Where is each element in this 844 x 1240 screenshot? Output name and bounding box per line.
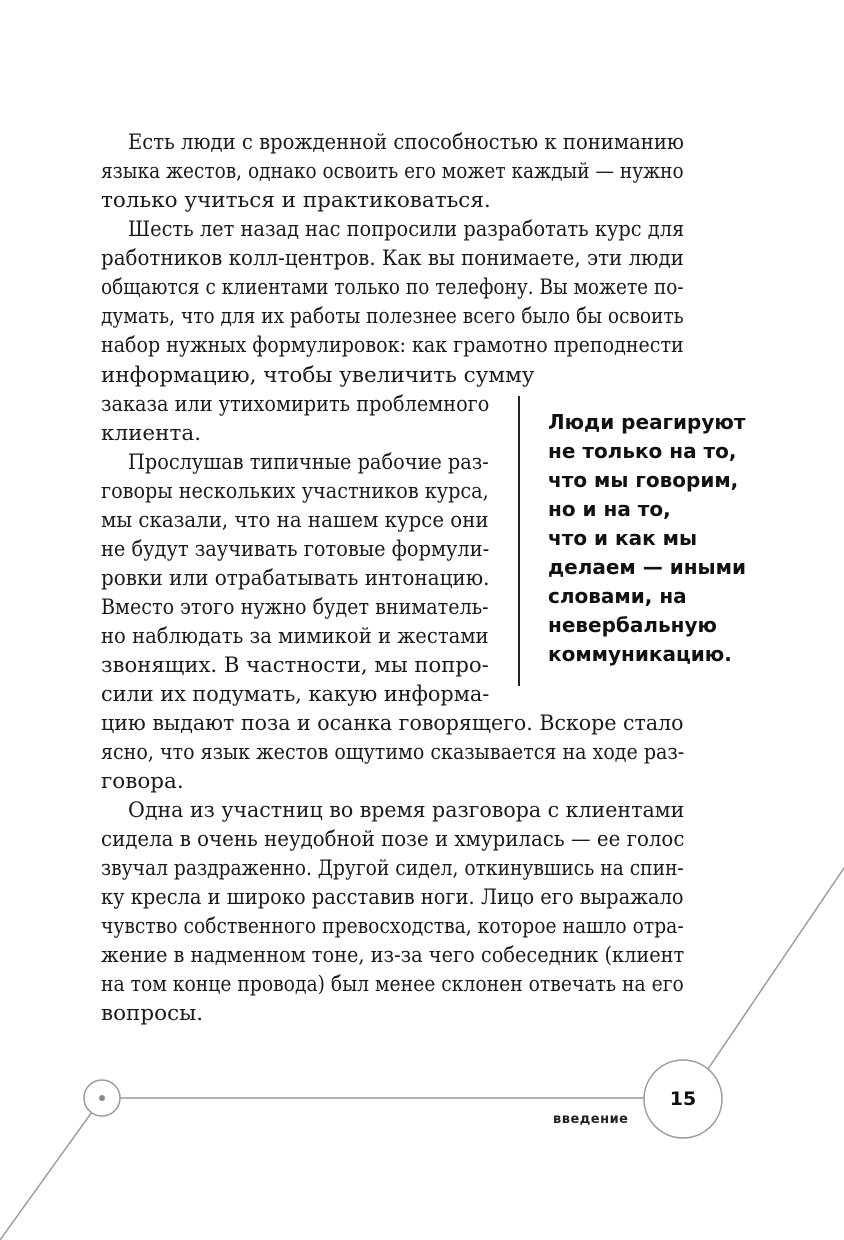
decor-small-dot [99,1095,105,1101]
pullquote-line: делаем — иными [548,555,746,579]
body-line: на том конце провода) был менее склонен отвечать на его [101,972,684,997]
decor-diagonal-left [0,1098,102,1240]
body-line: не будут заучивать готовые формули- [101,537,490,562]
body-line: цию выдают поза и осанка говорящего. Вскоре стало [101,711,684,736]
body-line: Прослушав типичные рабочие раз- [128,450,489,475]
body-line: клиента. [101,421,202,446]
body-line: звонящих. В частности, мы попро- [101,653,489,678]
body-line: ку кресла и широко расставив ноги. Лицо его выражало [101,885,684,910]
body-line: Одна из участниц во время разговора с клиентами [128,798,685,823]
body-line: работников колл-центров. Как вы понимаете, эти люди [101,246,684,271]
body-line: языка жестов, однако освоить его может каждый — нужно [101,159,684,184]
page-number: 15 [669,1088,697,1110]
pullquote-line: Люди реагируют [548,410,746,434]
pullquote-line: не только на то, [548,439,737,463]
body-line: информацию, чтобы увеличить сумму [101,363,535,388]
pullquote [548,408,746,669]
pullquote-line: но и на то, [548,497,671,521]
body-line: ровки или отрабатывать интонацию. [101,566,490,591]
pullquote-line: что мы говорим, [548,468,739,492]
body-line: жение в надменном тоне, из-за чего собеседник (клиент [101,943,685,968]
body-line: мы сказали, что на нашем курсе они [101,508,489,533]
body-line: но наблюдать за мимикой и жестами [101,624,489,649]
body-line: общаются с клиентами только по телефону. Вы можете по- [101,275,684,300]
body-line: вопросы. [101,1001,204,1026]
body-line: Есть люди с врожденной способностью к пониманию [128,130,684,155]
pullquote-line: словами, на [548,584,687,608]
body-line: только учиться и практиковаться. [101,188,491,213]
body-line: говора. [101,769,184,794]
body-line: ясно, что язык жестов ощутимо сказывается на ходе раз- [101,740,685,765]
body-line: заказа или утихомирить проблемного [101,392,490,417]
body-line: сили их подумать, какую информа- [101,682,490,707]
pullquote-bar [518,396,520,686]
decor-diagonal-right [708,868,844,1069]
pullquote-line: коммуникацию. [548,642,732,666]
body-line: звучал раздраженно. Другой сидел, откинувшись на спин- [101,856,684,881]
body-line: говоры нескольких участников курса, [101,479,489,504]
body-line: сидела в очень неудобной позе и хмурилась — ее голос [101,827,685,852]
body-line: Шесть лет назад нас попросили разработать курс для [128,217,685,242]
pullquote-line: невербальную [548,613,717,637]
pullquote-line: что и как мы [548,526,698,550]
section-label: введение [553,1112,629,1127]
body-line: думать, что для их работы полезнее всего было бы освоить [101,304,684,329]
body-line: набор нужных формулировок: как грамотно преподнести [101,333,684,358]
body-line: чувство собственного превосходства, которое нашло отра- [101,914,684,939]
body-line: Вместо этого нужно будет вниматель- [101,595,489,620]
